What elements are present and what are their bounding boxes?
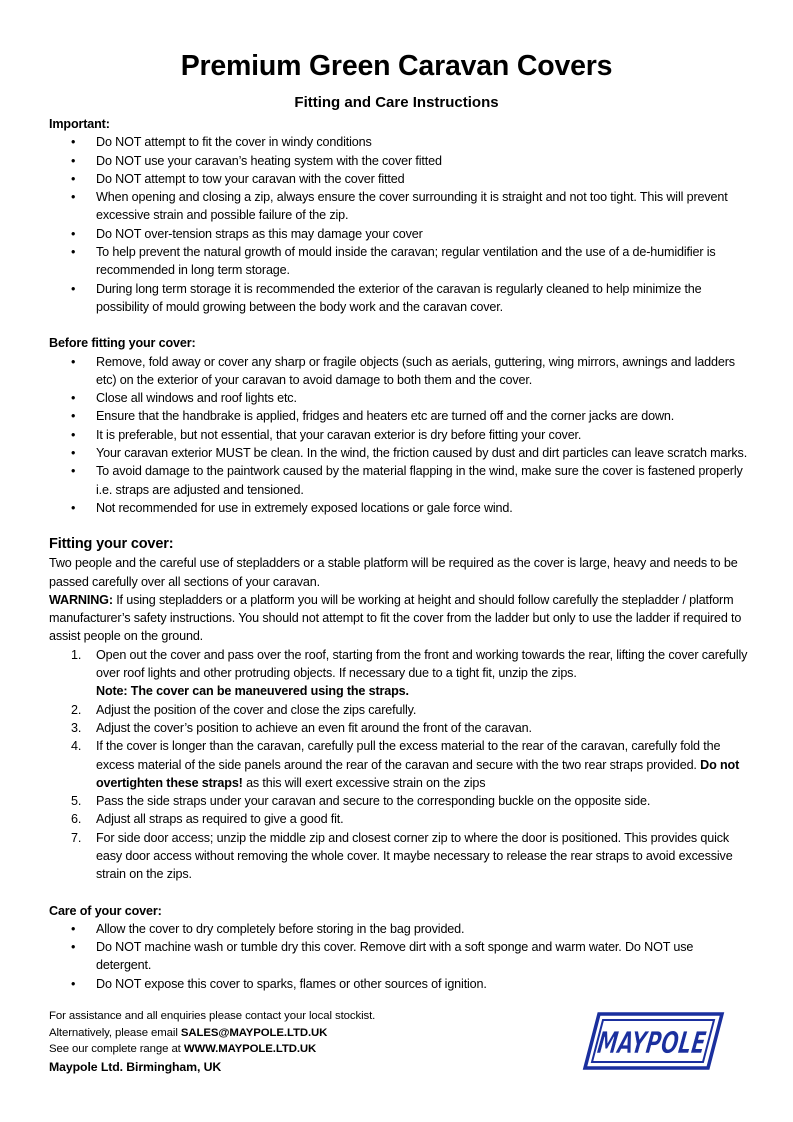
footer-website-line: See our complete range at WWW.MAYPOLE.LTD.UK (49, 1043, 317, 1055)
instructions-body (49, 115, 749, 993)
logo-text: MAYPOLE (595, 1026, 759, 1061)
footer (49, 1008, 375, 1075)
important-list (49, 133, 749, 316)
before-fitting-heading: Before fitting your cover: (49, 336, 196, 351)
fitting-steps (49, 646, 749, 884)
list-item: 6. Adjust all straps as required to give a good fit. (49, 810, 749, 828)
care-heading: Care of your cover: (49, 903, 162, 918)
company-name: Maypole Ltd. Birmingham, UK (49, 1059, 222, 1074)
page-title: Premium Green Caravan Covers (180, 50, 613, 82)
list-item: 1. Open out the cover and pass over the roof, starting from the front and working towards the rear, lifting the cover carefully over roof lights and other protruding objects. If necessary due to a tight fit, unzip the zips. Note: The cover can be maneuvered using the straps. (71, 647, 748, 699)
list-item: • Do NOT attempt to fit the cover in windy conditions (49, 133, 749, 151)
list-item: • Do NOT expose this cover to sparks, flames or other sources of ignition. (49, 975, 749, 993)
fitting-intro: Two people and the careful use of stepladders or a stable platform will be required as the cover is large, heavy and needs to be passed carefully over all sections of your caravan. (49, 556, 738, 589)
care-list (49, 920, 749, 993)
list-item: • To help prevent the natural growth of mould inside the caravan; regular ventilation and the use of a de-humidifier is recommended in long term storage. (49, 243, 749, 280)
fitting-warning (49, 591, 749, 646)
step-number: 3. (71, 720, 82, 735)
list-item: 5. Pass the side straps under your caravan and secure to the corresponding buckle on the opposite side. (49, 792, 749, 810)
list-item: • Do NOT machine wash or tumble dry this cover. Remove dirt with a soft sponge and warm water. Do NOT use detergent. (49, 938, 749, 975)
step-number: 6. (71, 812, 82, 827)
step-number: 4. (71, 739, 82, 754)
list-item: • It is preferable, but not essential, that your caravan exterior is dry before fitting your cover. (49, 426, 749, 444)
warning-text: If using stepladders or a platform you will be working at height and should follow carefully the stepladder / platform manufacturer’s safety instructions. You should not attempt to fit the cover from the ladder but only to use the ladder if required to assist people on the ground. (49, 592, 742, 644)
list-item: 2. Adjust the position of the cover and close the zips carefully. (49, 701, 749, 719)
important-heading: Important: (49, 117, 110, 131)
list-item: • During long term storage it is recommended the exterior of the caravan is regularly cleaned to help minimize the possibility of mould growing between the body work and the caravan cover. (49, 280, 749, 317)
list-item: • To avoid damage to the paintwork caused by the material flapping in the wind, make sure the cover is fastened properly i.e. straps are adjusted and tensioned. (49, 462, 749, 499)
warning-label: WARNING: (49, 592, 113, 607)
step-warning: Do not overtighten these straps! (96, 757, 740, 790)
maypole-logo (585, 1012, 759, 1070)
step-number: 7. (71, 830, 82, 845)
website-link[interactable]: WWW.MAYPOLE.LTD.UK (183, 1043, 317, 1055)
fitting-heading: Fitting your cover: (49, 536, 174, 553)
before-fitting-list (49, 353, 749, 518)
list-item: 4. If the cover is longer than the caravan, carefully pull the excess material to the rear of the caravan, carefully fold the excess material of the side panels around the rear of the caravan and secure with the two rear straps provided. Do not overtighten these straps! as this will exert excessive strain on the zips (71, 739, 740, 790)
step-note: Note: The cover can be maneuvered using the straps. (96, 684, 409, 699)
list-item: • Do NOT attempt to tow your caravan with the cover fitted (49, 170, 749, 188)
email-link[interactable]: SALES@MAYPOLE.LTD.UK (180, 1026, 328, 1039)
list-item: • Allow the cover to dry completely before storing in the bag provided. (49, 920, 749, 938)
list-item: • Your caravan exterior MUST be clean. In the wind, the friction caused by dust and dirt particles can leave scratch marks. (49, 444, 749, 462)
step-number: 5. (71, 794, 82, 809)
list-item: • Not recommended for use in extremely exposed locations or gale force wind. (49, 499, 749, 517)
step-number: 2. (71, 702, 82, 717)
list-item: • Do NOT use your caravan’s heating system with the cover fitted (49, 152, 749, 170)
step-number: 1. (71, 647, 82, 662)
footer-email-line: Alternatively, please email SALES@MAYPOLE.LTD.UK (49, 1026, 328, 1039)
list-item: 3. Adjust the cover’s position to achieve an even fit around the front of the caravan. (49, 719, 749, 737)
list-item: • Ensure that the handbrake is applied, fridges and heaters etc are turned off and the corner jacks are down. (49, 407, 749, 425)
list-item: • Close all windows and roof lights etc. (49, 389, 749, 407)
page-subtitle: Fitting and Care Instructions (294, 94, 499, 111)
list-item: 7. For side door access; unzip the middle zip and closest corner zip to where the door is positioned. This provides quick easy door access without removing the whole cover. It maybe necessary to release the rear straps to avoid excessive strain on the zips. (71, 830, 733, 882)
footer-assistance: For assistance and all enquiries please contact your local stockist. (49, 1010, 376, 1022)
list-item: • When opening and closing a zip, always ensure the cover surrounding it is straight and not too tight. This will prevent excessive strain and possible failure of the zip. (49, 188, 749, 225)
list-item: • Remove, fold away or cover any sharp or fragile objects (such as aerials, guttering, wing mirrors, awnings and ladders etc) on the exterior of your caravan to avoid damage to both them and the cover. (49, 353, 749, 390)
list-item: • Do NOT over-tension straps as this may damage your cover (49, 225, 749, 243)
